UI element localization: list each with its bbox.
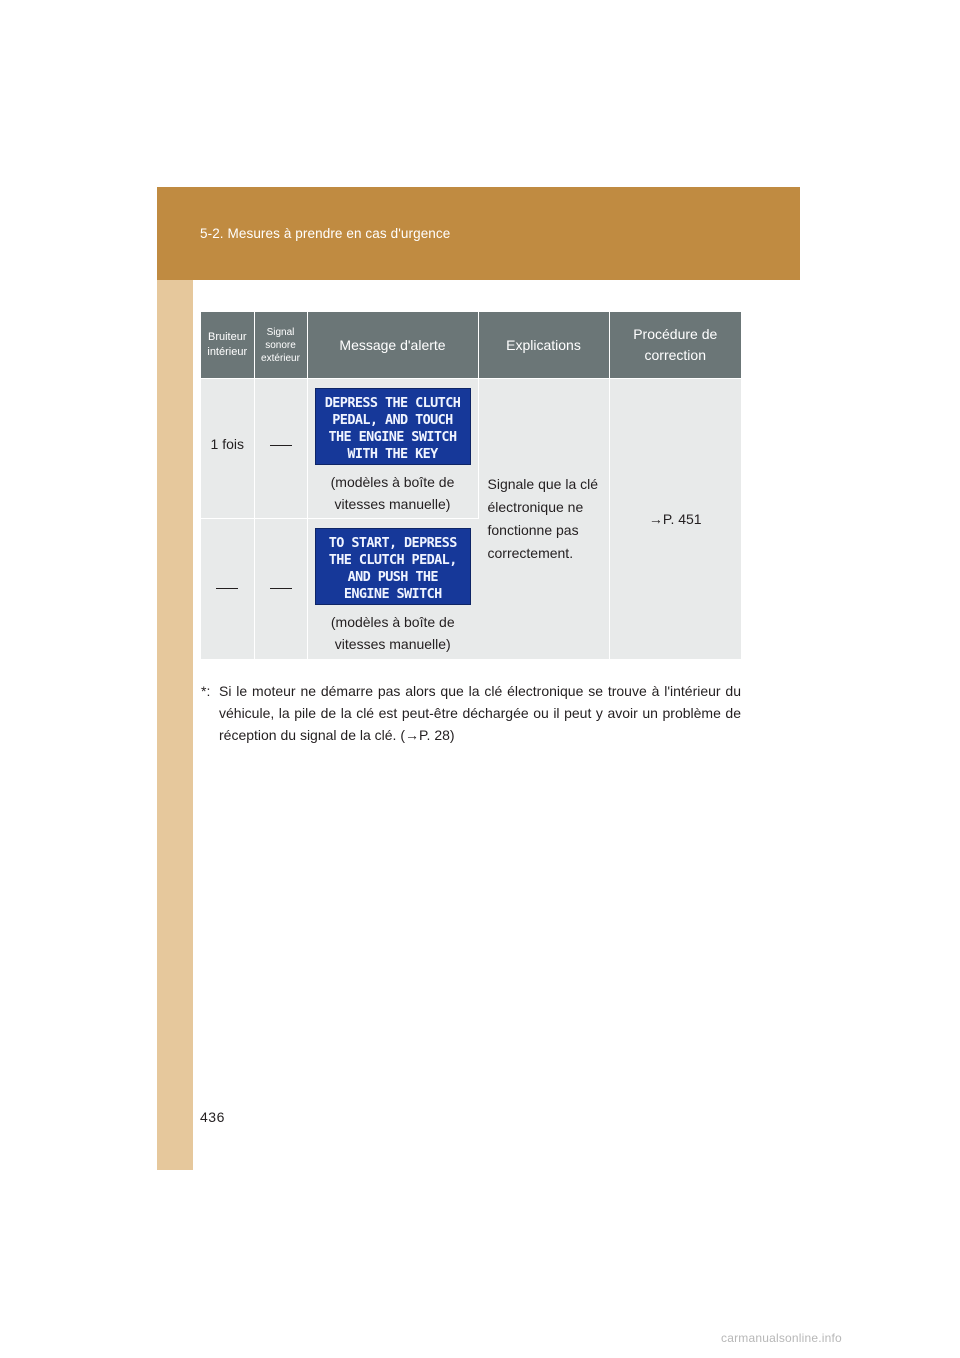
dash-mark — [270, 445, 292, 446]
correction-cell — [609, 379, 741, 659]
watermark: carmanualsonline.info — [721, 1331, 842, 1345]
column-header-interior-buzzer: Bruiteur intérieur — [201, 312, 254, 379]
footnote-mark: *: — [201, 683, 211, 699]
column-header-exterior-buzzer: Signal sonore extérieur — [254, 312, 307, 379]
footnote-text: Si le moteur ne démarre pas alors que la clé électronique se trouve à l'intérieur du véhicule, la pile de la clé est peut-être déchargée ou il peut y avoir un problème de réception du signal de la clé. (→P. 28) — [219, 683, 741, 743]
column-header-message: Message d'alerte — [307, 312, 478, 379]
exterior-buzzer-cell — [254, 519, 307, 659]
interior-buzzer-cell: 1 fois — [201, 379, 254, 519]
alert-table — [201, 312, 741, 659]
table-header-row — [201, 312, 741, 379]
page-reference-link[interactable]: P. 451 — [662, 510, 702, 527]
message-cell — [307, 519, 478, 659]
footnote — [201, 680, 741, 746]
side-strip — [157, 280, 193, 1170]
message-cell — [307, 379, 478, 519]
section-title: 5-2. Mesures à prendre en cas d'urgence — [200, 226, 451, 241]
display-caption: (modèles à boîte de vitesses manuelle) — [330, 474, 455, 512]
column-header-explanations: Explications — [478, 312, 609, 379]
display-caption: (modèles à boîte de vitesses manuelle) — [330, 614, 455, 652]
footnote-page-reference[interactable]: P. 28 — [419, 727, 450, 743]
explanation-cell: Signale que la clé électronique ne fonctionne pas correctement. — [478, 379, 609, 659]
arrow-right-icon: → — [648, 510, 663, 527]
display-message: TO START, DEPRESS THE CLUTCH PEDAL, AND PUSH THE ENGINE SWITCH — [315, 528, 471, 605]
arrow-right-icon: → — [405, 727, 419, 743]
dash-mark — [270, 588, 292, 589]
page-number: 436 — [200, 1109, 225, 1125]
table-row — [201, 379, 741, 519]
column-header-correction: Procédure de correction — [609, 312, 741, 379]
display-message: DEPRESS THE CLUTCH PEDAL, AND TOUCH THE ENGINE SWITCH WITH THE KEY — [315, 388, 471, 465]
dash-mark — [216, 588, 238, 589]
interior-buzzer-cell — [201, 519, 254, 659]
exterior-buzzer-cell — [254, 379, 307, 519]
